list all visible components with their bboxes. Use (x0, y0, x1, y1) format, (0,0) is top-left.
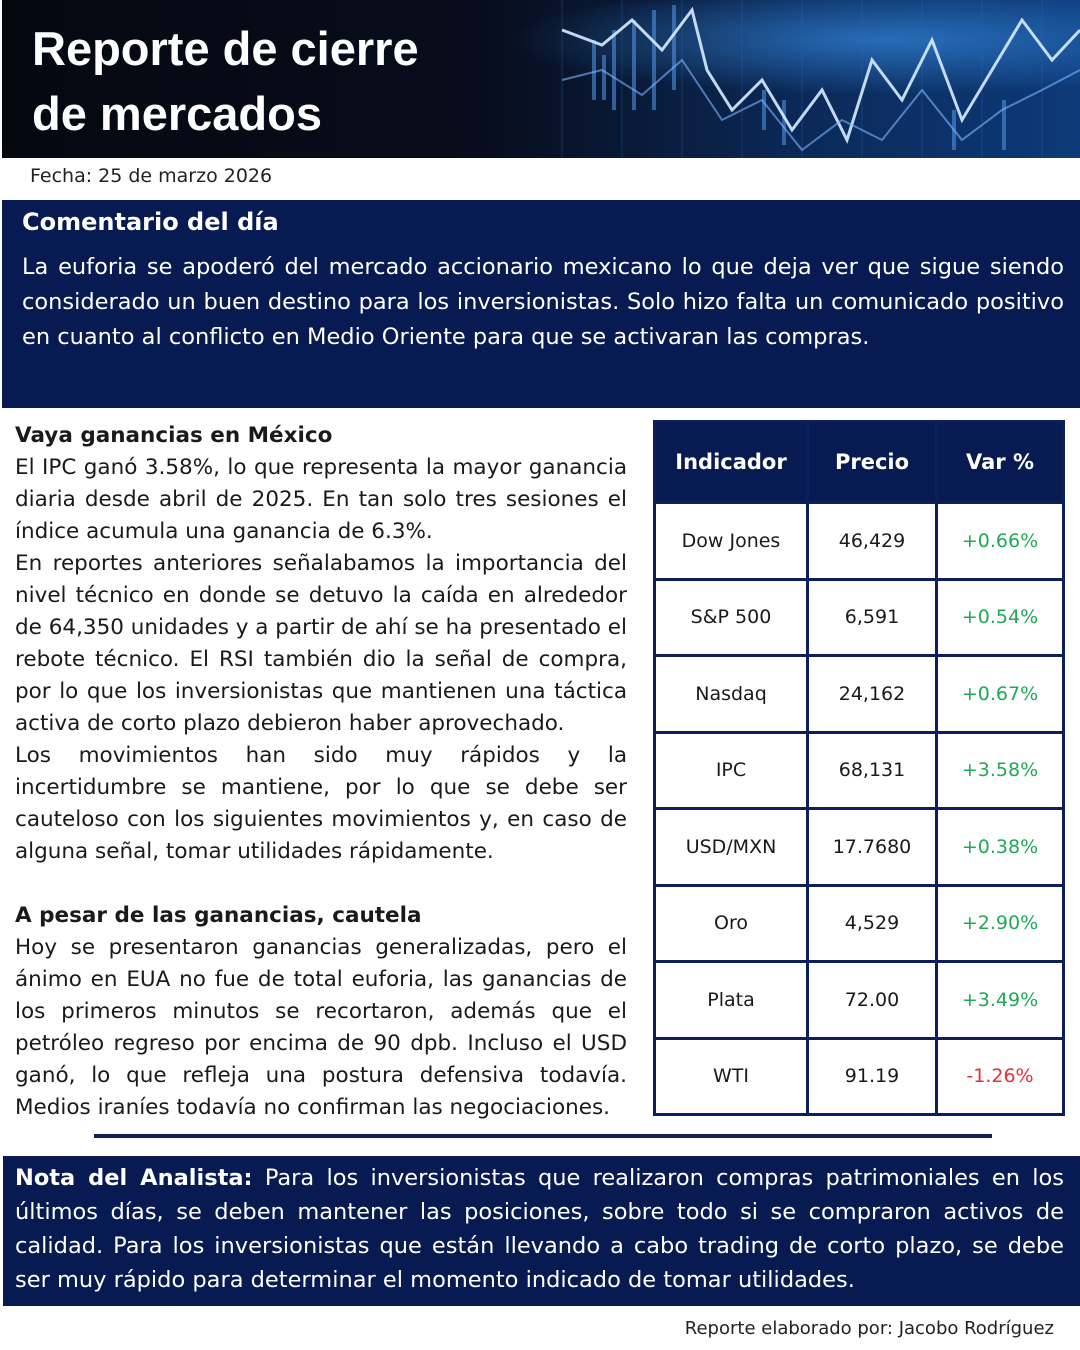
article-column (15, 420, 627, 1124)
table-row (655, 732, 1064, 809)
analyst-note-box (3, 1156, 1080, 1306)
indicator-name: USD/MXN (655, 809, 808, 886)
table-row (655, 503, 1064, 580)
daily-comment-box (2, 200, 1080, 408)
table-row (655, 885, 1064, 962)
section-mexico-paragraph-2: En reportes anteriores señalabamos la importancia del nivel técnico en donde se detuvo la caída en alrededor de 64,350 unidades y a partir de ahí se ha presentado el rebote técnico. El RSI también dio la señal de compra, por lo que los inversionistas que mantienen una táctica activa de corto plazo debieron haber aprovechado. (15, 551, 627, 736)
indicator-name: Nasdaq (655, 656, 808, 733)
title-line-1: Reporte de cierre (32, 22, 419, 75)
indicator-name: Plata (655, 962, 808, 1039)
table-row (655, 809, 1064, 886)
section-mexico-paragraph-3: Los movimientos han sido muy rápidos y la incertidumbre se mantiene, por lo que se debe ser cauteloso con los siguientes movimientos y, en caso de alguna señal, tomar utilidades rápidamente. (15, 743, 627, 864)
section-caution-paragraph: Hoy se presentaron ganancias generalizadas, pero el ánimo en EUA no fue de total euforia, las ganancias de los primeros minutos se recortaron, además que el petróleo regreso por encima de 90 dpb. Incluso el USD ganó, lo que refleja una postura defensiva todavía. Medios iraníes todavía no confirman las negociaciones. (15, 935, 627, 1120)
author-credit: Reporte elaborado por: Jacobo Rodríguez (684, 1318, 1054, 1339)
indicator-price: 46,429 (808, 503, 937, 580)
daily-comment-text: La euforia se apoderó del mercado accionario mexicano lo que deja ver que sigue siendo considerado un buen destino para los inversionistas. Solo hizo falta un comunicado positivo en cuanto al conflicto en Medio Oriente para que se activaran las compras. (22, 254, 1064, 350)
table-row (655, 656, 1064, 733)
indicator-name: S&P 500 (655, 579, 808, 656)
indicator-change: +3.49% (937, 962, 1064, 1039)
indicator-price: 91.19 (808, 1038, 937, 1115)
header-precio: Precio (808, 422, 937, 503)
page-title (32, 16, 552, 146)
indicator-change: +0.54% (937, 579, 1064, 656)
analyst-note-label: Nota del Analista: (15, 1165, 253, 1191)
indicator-change: +3.58% (937, 732, 1064, 809)
indicator-price: 6,591 (808, 579, 937, 656)
table-row (655, 962, 1064, 1039)
table-row (655, 579, 1064, 656)
indicator-name: Oro (655, 885, 808, 962)
indicator-name: Dow Jones (655, 503, 808, 580)
table-row (655, 1038, 1064, 1115)
report-date: Fecha: 25 de marzo 2026 (30, 165, 273, 187)
market-table (653, 420, 1065, 1116)
analyst-note-text: Para los inversionistas que realizaron compras patrimoniales en los últimos días, se deben mantener las posiciones, sobre todo si se compraron activos de calidad. Para los inversionistas que están llevando a cabo trading de corto plazo, se debe ser muy rápido para determinar el momento indicado de tomar utilidades. (15, 1165, 1065, 1293)
header-var: Var % (937, 422, 1064, 503)
daily-comment-title: Comentario del día (22, 208, 279, 236)
indicator-change: -1.26% (937, 1038, 1064, 1115)
indicator-price: 17.7680 (808, 809, 937, 886)
market-table-container (653, 420, 1065, 1116)
indicator-price: 4,529 (808, 885, 937, 962)
indicator-change: +2.90% (937, 885, 1064, 962)
header-indicador: Indicador (655, 422, 808, 503)
section-spacer (15, 868, 627, 900)
table-header-row (655, 422, 1064, 503)
indicator-change: +0.38% (937, 809, 1064, 886)
indicator-price: 72.00 (808, 962, 937, 1039)
indicator-name: IPC (655, 732, 808, 809)
indicator-change: +0.67% (937, 656, 1064, 733)
section-mexico-paragraph-1: El IPC ganó 3.58%, lo que representa la mayor ganancia diaria desde abril de 2025. En tan solo tres sesiones el índice acumula una ganancia de 6.3%. (15, 455, 627, 544)
header-banner (2, 0, 1080, 158)
title-line-2: de mercados (32, 87, 322, 140)
indicator-price: 68,131 (808, 732, 937, 809)
indicator-name: WTI (655, 1038, 808, 1115)
section-mexico-title: Vaya ganancias en México (15, 423, 333, 448)
indicator-price: 24,162 (808, 656, 937, 733)
indicator-change: +0.66% (937, 503, 1064, 580)
section-divider (94, 1134, 992, 1138)
section-caution-title: A pesar de las ganancias, cautela (15, 903, 422, 928)
